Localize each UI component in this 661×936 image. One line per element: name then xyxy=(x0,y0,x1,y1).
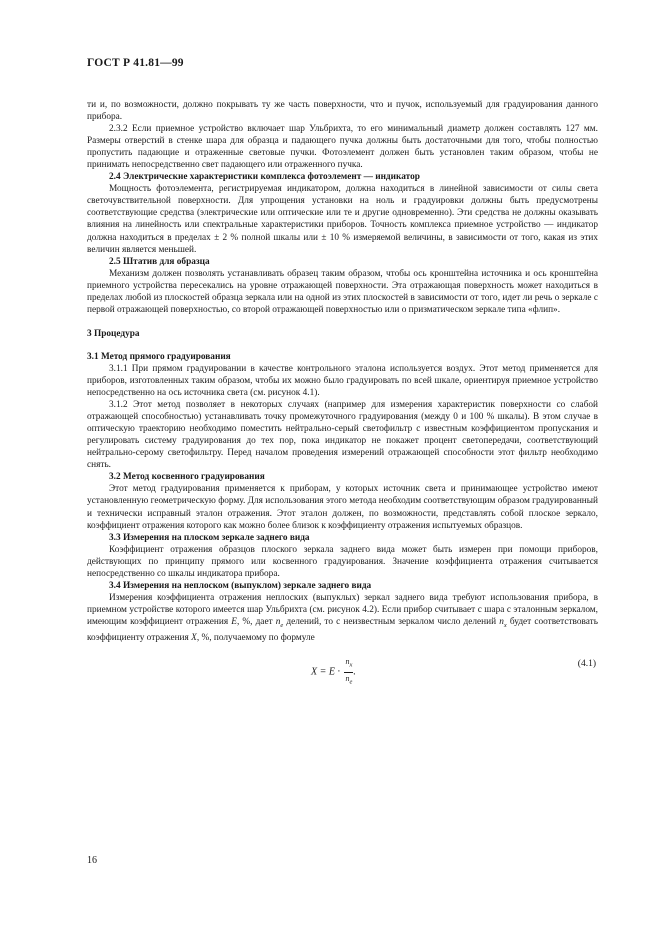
paragraph-2-5: Механизм должен позволять устанавливать образец таким образом, чтобы ось кронштейна источника и ось кронштейна приемного устройства пересекались на уровне отражающей поверхности. Эта отражающая поверхность может находиться в пределах любой из плоскостей образца зеркала или на одной из этих плоскостей в зависимости от того, идет ли речь о зеркале с первой отражающей поверхностью, со второй отражающей поверхностью или о призматическом зеркале типа «флип». xyxy=(87,268,598,315)
paragraph-3-1-2: 3.1.2 Этот метод позволяет в некоторых случаях (например для измерения характеристик поверхности со слабой отражающей способностью) устанавливать точку промежуточного градуирования (между 0 и 100 % шкалы). В этом случае в оптическую траекторию необходимо поместить нейтрально-серый светофильтр с известным коэффициентом пропускания и регулировать систему градуирования до тех пор, пока индикатор не покажет процент светопередачи, соответствующий нейтрально-серому светофильтру. Перед началом проведения измерений отражающей способности этот фильтр необходимо снять. xyxy=(87,400,598,471)
paragraph-3-4-text-d: будет соответствовать коэффициенту отражения xyxy=(87,616,598,643)
paragraph-3-4-text-c: делений, то с неизвестным зеркалом число делений xyxy=(283,616,500,627)
formula-expression xyxy=(311,656,356,688)
formula-lhs: X = E · xyxy=(311,666,340,678)
section-heading-3: 3 Процедура xyxy=(87,328,140,339)
formula-num-sub: x xyxy=(349,661,353,669)
var-e: E xyxy=(231,616,237,627)
formula-den-sub: e xyxy=(349,678,353,686)
paragraph-3-4-text-e: , %, получаемому по формуле xyxy=(196,632,315,643)
formula-den-var: n xyxy=(345,673,350,683)
formula-number: (4.1) xyxy=(577,658,596,669)
paragraph-2-3-2: 2.3.2 Если приемное устройство включает шар Ульбрихта, то его минимальный диаметр должен составлять 127 мм. Размеры отверстий в стенке шара для образца и падающего пучка должны быть достаточными для того, чтобы полностью пропустить падающие и отраженные световые пучки. Фотоэлемент должен быть установлен таким образом, чтобы не принимать непосредственно свет падающего или отраженного пучка. xyxy=(87,124,598,171)
paragraph-3-4-text-a: Измерения коэффициента отражения неплоских (выпуклых) зеркал заднего вида требуют использования прибора, в приемном устройстве которого имеется шар Ульбрихта (см. рисунок 4.2). Если прибор считывает с шара с эталонным зеркалом, имеющим коэффициент отражения xyxy=(87,592,598,627)
var-n-x-letter: n xyxy=(499,616,504,627)
section-heading-3-3: 3.3 Измерения на плоском зеркале заднего вида xyxy=(109,532,310,543)
var-n-x xyxy=(499,617,507,627)
section-heading-2-4: 2.4 Электрические характеристики комплекса фотоэлемент — индикатор xyxy=(109,172,420,183)
paragraph-3-4-text-b: , %, дает xyxy=(236,616,276,627)
document-body xyxy=(87,99,598,686)
document-header: ГОСТ Р 41.81—99 xyxy=(87,57,184,69)
paragraph-continuation: ти и, по возможности, должно покрывать ту же часть поверхности, что и пучок, используемый для градуирования данного прибора. xyxy=(87,100,598,123)
page-number: 16 xyxy=(87,855,97,866)
section-heading-3-2: 3.2 Метод косвенного градуирования xyxy=(109,472,265,483)
section-heading-3-4: 3.4 Измерения на неплоском (выпуклом) зеркале заднего вида xyxy=(109,580,372,591)
formula-end: . xyxy=(353,666,356,678)
section-heading-2-5: 2.5 Штатив для образца xyxy=(109,256,210,267)
section-heading-3-1: 3.1 Метод прямого градуирования xyxy=(87,351,231,362)
paragraph-2-4: Мощность фотоэлемента, регистрируемая индикатором, должна находиться в линейной зависимости от силы света светочувствительной поверхности. Для упрощения установки на ноль и градуировки должны быть предусмотрены соответствующие средства (электрические или оптические или те и другие одновременно). Эти средства не должны оказывать влияния на линейность или спектральные характеристики приборов. Точность комплекса приемное устройство — индикатор должна находиться в пределах ± 2 % полной шкалы или ± 10 % измеряемой величины, в зависимости от того, какая из этих величин является меньшей. xyxy=(87,184,598,255)
var-n-e-sub: e xyxy=(280,621,284,629)
formula-4-1 xyxy=(87,652,598,686)
paragraph-3-1-1: 3.1.1 При прямом градуировании в качестве контрольного эталона используется воздух. Этот метод применяется для приборов, изготовленных таким образом, чтобы их можно было градуировать по всей шкале, ориентируя приемное устройство непосредственно на ось источника света (см. рисунок 4.1). xyxy=(87,363,598,399)
var-x: X xyxy=(191,632,197,643)
paragraph-3-3: Коэффициент отражения образцов плоского зеркала заднего вида может быть измерен при помощи приборов, действующих по принципу прямого или косвенного градуирования. Значение коэффициента отражения считывается непосредственно со шкалы индикатора прибора. xyxy=(87,544,598,579)
var-n-x-sub: x xyxy=(503,621,507,629)
var-n-e-letter: n xyxy=(275,616,281,627)
paragraph-3-4 xyxy=(87,592,598,644)
formula-num-var: n xyxy=(345,656,350,666)
paragraph-3-2: Этот метод градуирования применяется к приборам, у которых источник света и принимающее устройство имеют установленную геометрическую форму. Для использования этого метода необходим соответствующим образом градуированный и технически исправный эталон отражения. Этот эталон должен, по возможности, представлять собой плоское зеркало, коэффициент отражения которого как можно более близок к коэффициенту отражения испытуемых образцов. xyxy=(87,484,598,531)
